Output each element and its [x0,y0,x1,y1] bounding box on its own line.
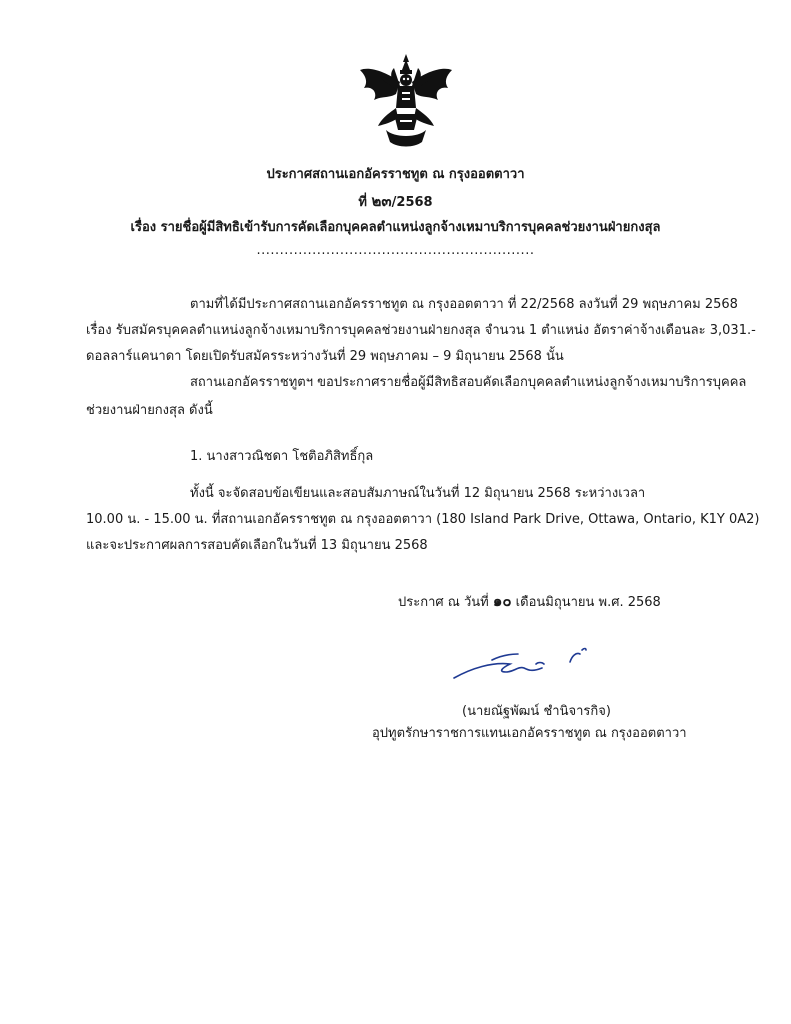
signatory-title: อุปทูตรักษาราชการแทนเอกอัครราชทูต ณ กรุงออตตาวา [372,726,687,741]
paragraph1-line3: ดอลลาร์แคนาดา โดยเปิดรับสมัครระหว่างวันที่ 29 พฤษภาคม – 9 มิถุนายน 2568 นั้น [86,349,564,364]
garuda-emblem [356,52,456,150]
paragraph3-line2: 10.00 น. - 15.00 น. ที่สถานเอกอัครราชทูต ณ กรุงออตตาวา (180 Island Park Drive, Ottawa, Ontario, K1Y 0A2) [86,512,760,527]
date-prefix: ประกาศ ณ วันที่ [398,595,493,610]
number-suffix: /2568 [391,195,433,210]
candidate-list-item: 1. นางสาวณิชดา โชติอภิสิทธิ์กุล [190,449,374,464]
paragraph2-line1: สถานเอกอัครราชทูตฯ ขอประกาศรายชื่อผู้มีสิทธิสอบคัดเลือกบุคคลตำแหน่งลูกจ้างเหมาบริการบุคคล [190,375,747,390]
paragraph2-line2: ช่วยงานฝ่ายกงสุล ดังนี้ [86,403,213,418]
paragraph1-line1: ตามที่ได้มีประกาศสถานเอกอัครราชทูต ณ กรุงออตตาวา ที่ 22/2568 ลงวันที่ 29 พฤษภาคม 2568 [190,297,738,312]
announcement-date [398,589,661,613]
paragraph3-line3: และจะประกาศผลการสอบคัดเลือกในวันที่ 13 มิถุนายน 2568 [86,538,428,553]
handwritten-signature [452,638,612,684]
announcement-number [0,189,791,213]
number-prefix: ที่ [358,195,372,210]
signatory-name: (นายณัฐพัฒน์ ชำนิจารกิจ) [462,704,611,719]
announcement-title: ประกาศสถานเอกอัครราชทูต ณ กรุงออตตาวา [266,167,525,182]
announcement-subject: เรื่อง รายชื่อผู้มีสิทธิเข้ารับการคัดเลือกบุคคลตำแหน่งลูกจ้างเหมาบริการบุคคลช่วยงานฝ่ายกงสุล [130,220,661,235]
date-suffix: เดือนมิถุนายน พ.ศ. 2568 [511,595,661,610]
handwritten-day: ๑๐ [492,592,512,610]
paragraph3-line1: ทั้งนี้ จะจัดสอบข้อเขียนและสอบสัมภาษณ์ในวันที่ 12 มิถุนายน 2568 ระหว่างเวลา [190,486,646,501]
paragraph1-line2: เรื่อง รับสมัครบุคคลตำแหน่งลูกจ้างเหมาบริการบุคคลช่วยงานฝ่ายกงสุล จำนวน 1 ตำแหน่ง อัตราค่าจ้างเดือนละ 3,031.- [86,323,756,338]
handwritten-number: ๒๓ [371,192,392,210]
separator-dots: ............................................................ [256,243,535,258]
